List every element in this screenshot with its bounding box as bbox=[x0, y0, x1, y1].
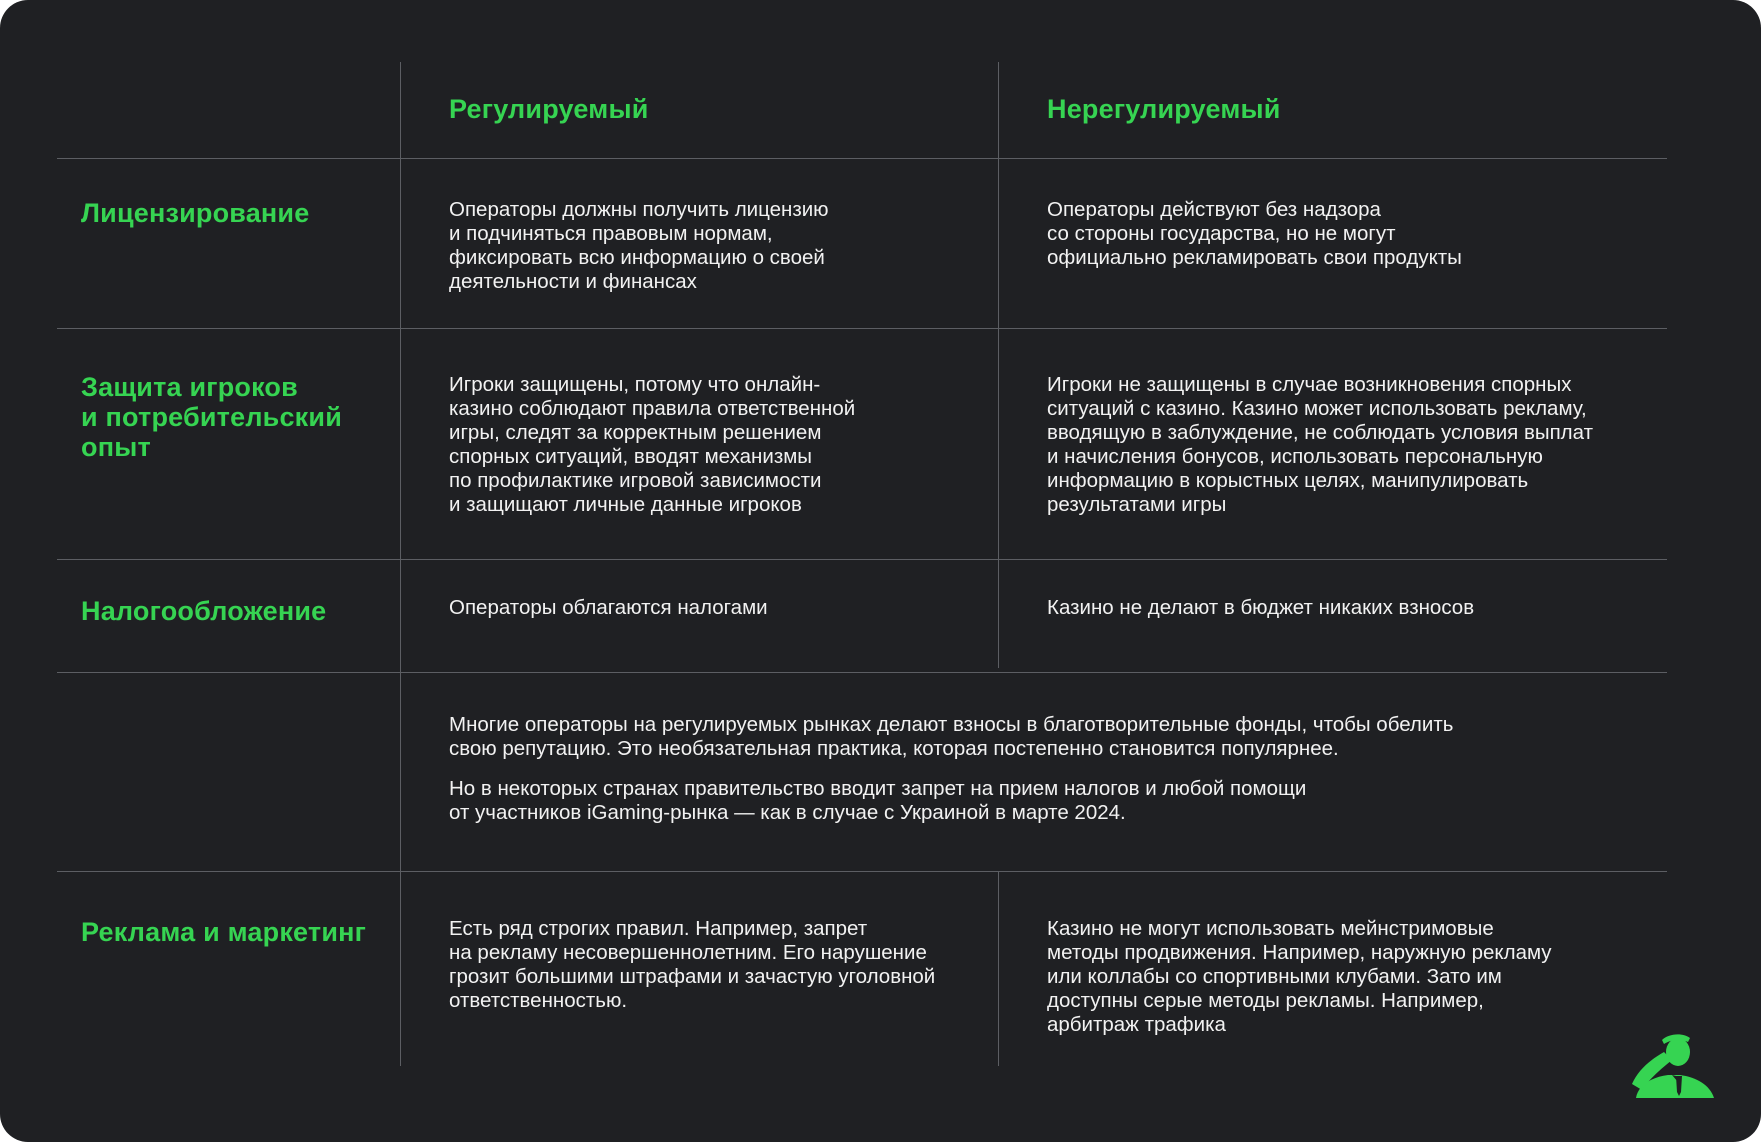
licensing-regulated: Операторы должны получить лицензию и подчиняться правовым нормам, фиксировать всю информацию о своей деятельности и финансах bbox=[449, 198, 829, 293]
divider-licensing bbox=[57, 328, 1667, 329]
column-divider-left bbox=[400, 62, 401, 1066]
row-title-licensing: Лицензирование bbox=[81, 198, 310, 228]
protection-unregulated: Игроки не защищены в случае возникновения спорных ситуаций с казино. Казино может использовать рекламу, вводящую в заблуждение, не соблюдать условия выплат и начисления бонусов, использовать персональную информацию в корыстных целях, манипулировать результатами игры bbox=[1047, 373, 1593, 516]
divider-taxation bbox=[57, 672, 1667, 673]
column-header-unregulated: Нерегулируемый bbox=[1047, 94, 1281, 124]
divider-charity bbox=[57, 871, 1667, 872]
row-title-taxation: Налогообложение bbox=[81, 596, 327, 626]
protection-regulated: Игроки защищены, потому что онлайн- казино соблюдают правила ответственной игры, следят за корректным решением спорных ситуаций, вводят механизмы по профилактике игровой зависимости и защищают личные данные игроков bbox=[449, 373, 856, 516]
charity-paragraph-1: Многие операторы на регулируемых рынках делают взносы в благотворительные фонды, чтобы обелить свою репутацию. Это необязательная практика, которая постепенно становится популярнее. bbox=[449, 713, 1454, 760]
advertising-regulated: Есть ряд строгих правил. Например, запрет на рекламу несовершеннолетним. Его нарушение грозит большими штрафами и зачастую уголовной ответственностью. bbox=[449, 917, 936, 1012]
column-divider-mid-top bbox=[998, 62, 999, 668]
licensing-unregulated: Операторы действуют без надзора со стороны государства, но не могут официально рекламировать свои продукты bbox=[1047, 198, 1462, 269]
divider-protection bbox=[57, 559, 1667, 560]
row-title-advertising: Реклама и маркетинг bbox=[81, 917, 367, 947]
charity-paragraph-2: Но в некоторых странах правительство вводит запрет на прием налогов и любой помощи от участников iGaming-рынка — как в случае с Украиной в марте 2024. bbox=[449, 777, 1307, 824]
saluting-man-icon bbox=[1628, 1030, 1720, 1098]
row-title-protection: Защита игроков и потребительский опыт bbox=[81, 372, 342, 462]
taxation-regulated: Операторы облагаются налогами bbox=[449, 596, 768, 619]
taxation-unregulated: Казино не делают в бюджет никаких взносов bbox=[1047, 596, 1475, 619]
column-divider-mid-bottom bbox=[998, 871, 999, 1066]
divider-header bbox=[57, 158, 1667, 159]
advertising-unregulated: Казино не могут использовать мейнстримовые методы продвижения. Например, наружную рекламу или коллабы со спортивными клубами. Зато им доступны серые методы рекламы. Например, арбитраж трафика bbox=[1047, 917, 1552, 1036]
column-header-regulated: Регулируемый bbox=[449, 94, 649, 124]
